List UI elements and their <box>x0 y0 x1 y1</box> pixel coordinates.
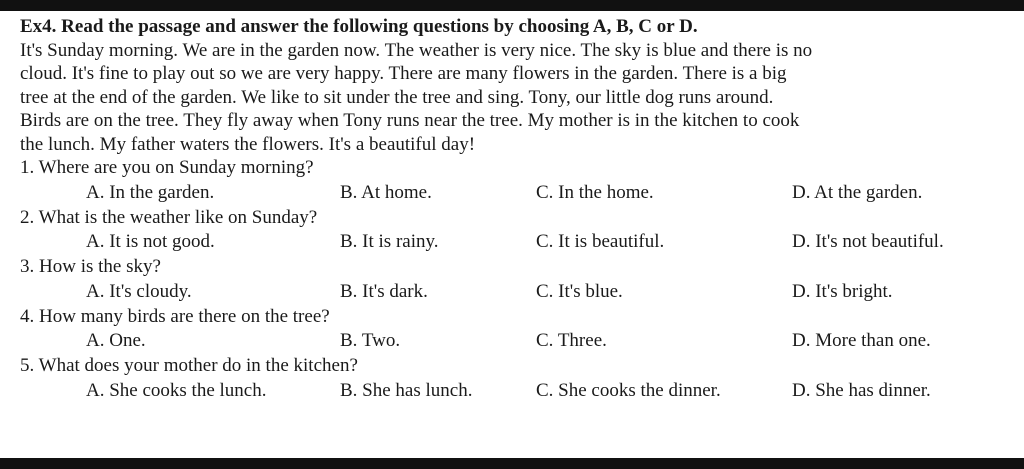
answer-options <box>20 279 1010 305</box>
exercise-block <box>20 15 1010 404</box>
question-2 <box>20 206 1010 256</box>
option-c[interactable]: C. It's blue. <box>536 280 623 302</box>
option-b[interactable]: B. At home. <box>340 181 432 203</box>
answer-options <box>20 328 1010 354</box>
passage-line: cloud. It's fine to play out so we are very happy. There are many flowers in the garden. There is a big <box>20 63 787 84</box>
option-b[interactable]: B. She has lunch. <box>340 379 473 401</box>
question-text: 2. What is the weather like on Sunday? <box>20 206 318 228</box>
answer-options <box>20 229 1010 255</box>
question-text: 3. How is the sky? <box>20 256 161 277</box>
reading-passage <box>20 39 1010 157</box>
passage-line: It's Sunday morning. We are in the garden now. The weather is very nice. The sky is blue and there is no <box>20 39 813 61</box>
option-d[interactable]: D. She has dinner. <box>792 379 931 401</box>
option-c[interactable]: C. Three. <box>536 330 607 351</box>
option-a[interactable]: A. One. <box>86 330 146 351</box>
option-d[interactable]: D. It's bright. <box>792 280 893 302</box>
answer-options <box>20 180 1010 206</box>
option-c[interactable]: C. It is beautiful. <box>536 231 665 252</box>
option-c[interactable]: C. In the home. <box>536 181 654 203</box>
worksheet-page <box>0 11 1024 458</box>
option-d[interactable]: D. It's not beautiful. <box>792 231 944 252</box>
option-b[interactable]: B. It is rainy. <box>340 231 439 252</box>
exercise-heading: Ex4. Read the passage and answer the following questions by choosing A, B, C or D. <box>20 16 698 37</box>
option-a[interactable]: A. She cooks the lunch. <box>86 379 267 401</box>
question-5 <box>20 354 1010 404</box>
option-a[interactable]: A. In the garden. <box>86 181 215 203</box>
option-c[interactable]: C. She cooks the dinner. <box>536 379 721 401</box>
option-d[interactable]: D. More than one. <box>792 330 931 351</box>
question-3 <box>20 255 1010 305</box>
bottom-border <box>0 458 1024 469</box>
question-text: 1. Where are you on Sunday morning? <box>20 157 314 178</box>
option-b[interactable]: B. Two. <box>340 330 401 351</box>
question-text: 4. How many birds are there on the tree? <box>20 305 330 327</box>
question-4 <box>20 305 1010 355</box>
passage-line: Birds are on the tree. They fly away when Tony runs near the tree. My mother is in the kitchen to cook <box>20 110 800 131</box>
passage-line: tree at the end of the garden. We like to sit under the tree and sing. Tony, our little dog runs around. <box>20 86 774 108</box>
option-d[interactable]: D. At the garden. <box>792 181 923 203</box>
option-a[interactable]: A. It is not good. <box>86 231 215 252</box>
option-a[interactable]: A. It's cloudy. <box>86 280 192 302</box>
answer-options <box>20 378 1010 404</box>
question-1 <box>20 156 1010 206</box>
passage-line: the lunch. My father waters the flowers. It's a beautiful day! <box>20 133 476 155</box>
question-text: 5. What does your mother do in the kitchen? <box>20 355 358 376</box>
option-b[interactable]: B. It's dark. <box>340 280 428 302</box>
